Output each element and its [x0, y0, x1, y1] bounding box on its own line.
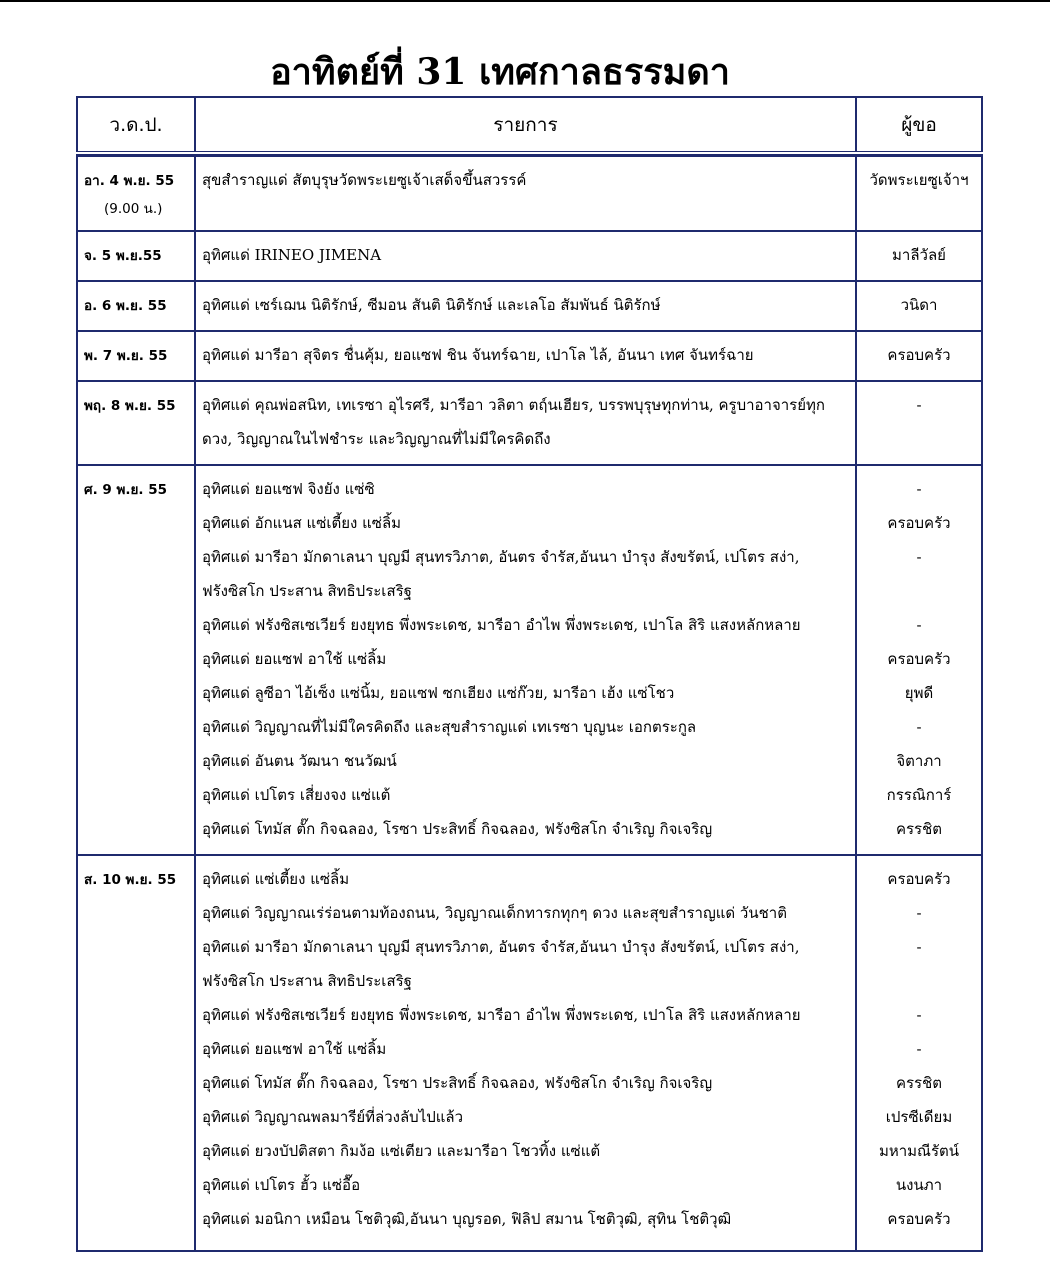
- intention-line: สุขสำราญแด่ สัตบุรุษวัดพระเยซูเจ้าเสด็จขึ้นสวรรค์: [202, 171, 527, 189]
- intention-line: อุทิศแด่ วิญญาณที่ไม่มีใครคิดถึง และสุขสำราญแด่ เทเรซา บุญนะ เอกตระกูล: [202, 718, 697, 736]
- header-requester: ผู้ขอ: [856, 97, 982, 153]
- requester-line: วัดพระเยซูเจ้าฯ: [869, 171, 969, 189]
- requester-line: -: [916, 904, 922, 922]
- intention-line: ฟรังซิสโก ประสาน สิทธิประเสริฐ: [202, 582, 412, 600]
- row-requesters: [856, 156, 982, 231]
- table-row: [77, 331, 982, 381]
- row-date: [77, 381, 195, 465]
- row-date: [77, 331, 195, 381]
- requester-line: เปรซีเดียม: [885, 1108, 953, 1126]
- date-text: ส. 10 พ.ย. 55: [84, 872, 177, 888]
- intention-line: อุทิศแด่ มอนิกา เหมือน โชติวุฒิ,อันนา บุญรอด, ฟิลิป สมาน โชติวุฒิ, สุทิน โชติวุฒิ: [202, 1210, 732, 1228]
- requester-line: -: [916, 548, 922, 566]
- intention-line: อุทิศแด่ เปโตร เสี่ยงจง แซ่แต้: [202, 786, 391, 804]
- intention-line: อุทิศแด่ วิญญาณพลมารีย์ที่ล่วงลับไปแล้ว: [202, 1108, 464, 1126]
- requester-line: ครอบครัว: [887, 514, 951, 532]
- requester-line: ครรชิต: [895, 1074, 943, 1092]
- intention-line: อุทิศแด่ โทมัส ตั๊ก กิจฉลอง, โรซา ประสิทธิ์ กิจฉลอง, ฟรังซิสโก จำเริญ กิจเจริญ: [202, 820, 713, 838]
- requester-line: -: [916, 1006, 922, 1024]
- time-text: (9.00 น.): [104, 201, 163, 217]
- requester-line: จิตาภา: [896, 752, 942, 770]
- requester-line: นงนภา: [895, 1176, 943, 1194]
- requester-line: [859, 576, 979, 610]
- row-date: [77, 156, 195, 231]
- page-title: อาทิตย์ที่ 31 เทศกาลธรรมดา: [270, 51, 730, 93]
- row-items: [195, 331, 856, 381]
- intention-line: อุทิศแด่ วิญญาณเร่ร่อนตามท้องถนน, วิญญาณเด็กทารกทุกๆ ดวง และสุขสำราญแด่ วันชาติ: [202, 904, 787, 922]
- intention-line: อุทิศแด่ มารีอา มักดาเลนา บุญมี สุนทรวิภาต, อันตร จำรัส,อันนา บำรุง สังขรัตน์, เปโตร สง่า,: [202, 548, 800, 566]
- intention-line: อุทิศแด่ ยอแซฟ อาใช้ แซ่ลิ้ม: [202, 650, 387, 668]
- intention-line: ดวง, วิญญาณในไฟชำระ และวิญญาณที่ไม่มีใครคิดถึง: [202, 430, 551, 448]
- table-row: [77, 855, 982, 1251]
- row-date: [77, 855, 195, 1251]
- row-requesters: [856, 381, 982, 465]
- intention-line: อุทิศแด่ ฟรังซิสเซเวียร์ ยงยุทธ พึ่งพระเดช, มารีอา อำไพ พึ่งพระเดช, เปาโล สิริ แสงหลักหลาย: [202, 616, 801, 634]
- requester-line: -: [916, 938, 922, 956]
- date-text: อ. 6 พ.ย. 55: [84, 298, 167, 314]
- date-text: พฤ. 8 พ.ย. 55: [84, 398, 176, 414]
- row-requesters: [856, 331, 982, 381]
- table-row: [77, 156, 982, 231]
- requester-line: -: [916, 480, 922, 498]
- top-rule: [0, 0, 1050, 2]
- intention-line: อุทิศแด่ มารีอา สุจิตร ชื่นคุ้ม, ยอแซฟ ชิน จันทร์ฉาย, เปาโล ไล้, อันนา เทศ จันทร์ฉาย: [202, 346, 754, 364]
- intention-line: อุทิศแด่ อันตน วัฒนา ชนวัฒน์: [202, 752, 397, 770]
- intention-line: อุทิศแด่ ยอแซฟ อาใช้ แซ่ลิ้ม: [202, 1040, 387, 1058]
- date-text: อา. 4 พ.ย. 55: [84, 173, 175, 189]
- table-row: [77, 231, 982, 281]
- intention-line: อุทิศแด่ มารีอา มักดาเลนา บุญมี สุนทรวิภาต, อันตร จำรัส,อันนา บำรุง สังขรัตน์, เปโตร สง่า,: [202, 938, 800, 956]
- intention-table: [76, 96, 983, 1252]
- row-date: [77, 465, 195, 855]
- intention-line: อุทิศแด่ ยอแซฟ จิงยัง แซ่ซิ: [202, 480, 375, 498]
- requester-line: ครอบครัว: [887, 870, 951, 888]
- intention-line: อุทิศแด่ เปโตร ฮั้ว แซ่อื๊อ: [202, 1176, 361, 1194]
- intention-line: อุทิศแด่ แซ่เตี้ยง แซ่ลิ้ม: [202, 870, 350, 888]
- row-items: [195, 281, 856, 331]
- requester-line: มหามณีรัตน์: [878, 1142, 960, 1160]
- row-requesters: [856, 465, 982, 855]
- requester-line: ครอบครัว: [887, 346, 951, 364]
- intention-line: อุทิศแด่ IRINEO JIMENA: [202, 246, 382, 264]
- intention-line: อุทิศแด่ เซร์เฌน นิติรักษ์, ซีมอน สันติ นิติรักษ์ และเลโอ สัมพันธ์ นิติรักษ์: [202, 296, 661, 314]
- requester-line: กรรณิการ์: [886, 786, 952, 804]
- intention-line: ฟรังซิสโก ประสาน สิทธิประเสริฐ: [202, 972, 412, 990]
- requester-line: มาลีวัลย์: [892, 246, 946, 264]
- row-requesters: [856, 231, 982, 281]
- requester-line: -: [916, 718, 922, 736]
- intention-line: อุทิศแด่ ลูซีอา ไอ้เซ็ง แซ่นิ้ม, ยอแซฟ ซกเฮียง แซ่ก๊วย, มารีอา เฮ้ง แซ่โชว: [202, 684, 675, 702]
- requester-line: -: [916, 396, 922, 414]
- requester-line: ครรชิต: [895, 820, 943, 838]
- date-text: ศ. 9 พ.ย. 55: [84, 482, 168, 498]
- requester-line: ครอบครัว: [887, 650, 951, 668]
- date-text: พ. 7 พ.ย. 55: [84, 348, 168, 364]
- row-requesters: [856, 281, 982, 331]
- row-date: [77, 281, 195, 331]
- row-items: [195, 231, 856, 281]
- row-items: [195, 381, 856, 465]
- header-item: รายการ: [195, 97, 856, 153]
- row-items: [195, 855, 856, 1251]
- row-date: [77, 231, 195, 281]
- requester-line: -: [916, 616, 922, 634]
- intention-line: อุทิศแด่ อักแนส แซ่เตี้ยง แซ่ลิ้ม: [202, 514, 402, 532]
- requester-line: -: [916, 1040, 922, 1058]
- requester-line: [859, 966, 979, 1000]
- requester-line: ยุพดี: [904, 684, 934, 702]
- row-items: [195, 156, 856, 231]
- header-date: ว.ด.ป.: [77, 97, 195, 153]
- intention-line: อุทิศแด่ ยวงบัปติสตา กิมง้อ แซ่เตียว และมารีอา โชวทิ้ง แซ่แต้: [202, 1142, 601, 1160]
- table-row: [77, 281, 982, 331]
- intention-line: อุทิศแด่ โทมัส ตั๊ก กิจฉลอง, โรซา ประสิทธิ์ กิจฉลอง, ฟรังซิสโก จำเริญ กิจเจริญ: [202, 1074, 713, 1092]
- row-items: [195, 465, 856, 855]
- table-row: [77, 381, 982, 465]
- requester-line: [859, 424, 979, 458]
- requester-line: วนิดา: [900, 296, 938, 314]
- row-requesters: [856, 855, 982, 1251]
- intention-line: อุทิศแด่ ฟรังซิสเซเวียร์ ยงยุทธ พึ่งพระเดช, มารีอา อำไพ พึ่งพระเดช, เปาโล สิริ แสงหลักหลาย: [202, 1006, 801, 1024]
- requester-line: ครอบครัว: [887, 1210, 951, 1228]
- table-header-row: [77, 97, 982, 153]
- date-text: จ. 5 พ.ย.55: [84, 248, 162, 264]
- table-row: [77, 465, 982, 855]
- intention-line: อุทิศแด่ คุณพ่อสนิท, เทเรซา อุไรศรี, มารีอา วลิตา ตฤ์นเฮียร, บรรพบุรุษทุกท่าน, ครูบาอาจารย์ทุก: [202, 396, 825, 414]
